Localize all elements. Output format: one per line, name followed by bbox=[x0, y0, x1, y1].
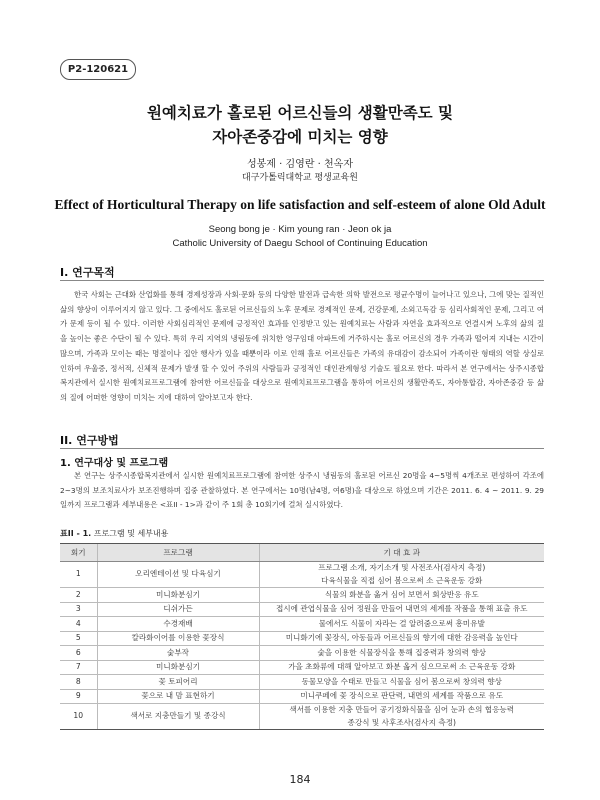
table-row bbox=[60, 588, 544, 603]
expected-effect: 숯을 이용한 식물장식을 통해 집중력과 창의력 향상 bbox=[259, 646, 544, 661]
effect-line: 다육식물을 직접 심어 봄으로써 소 근육운동 강화 bbox=[321, 575, 483, 585]
expected-effect: 접시에 관엽식물을 심어 정원을 만들어 내면의 세계를 작품을 통해 표출 유도 bbox=[259, 602, 544, 617]
session-number: 5 bbox=[60, 631, 97, 646]
header-expected-effect: 기 대 효 과 bbox=[259, 544, 544, 562]
expected-effect: 미니화기에 꽃장식, 아동들과 어르신들의 향기에 대한 감응력을 높인다 bbox=[259, 631, 544, 646]
authors-english: Seong bong je · Kim young ran · Jeon ok ja bbox=[208, 224, 392, 235]
table-row bbox=[60, 675, 544, 690]
program-name: 꽃으로 내 맘 표현하기 bbox=[97, 689, 259, 704]
session-number: 2 bbox=[60, 588, 97, 603]
authors-korean: 성봉제 · 김영란 · 천옥자 bbox=[246, 159, 353, 170]
table-header-row bbox=[60, 544, 544, 562]
title-korean-line-1: 원예치료가 홀로된 어르신들의 생활만족도 및 bbox=[146, 103, 454, 122]
table-caption-text: 프로그램 및 세부내용 bbox=[93, 529, 169, 538]
table-row bbox=[60, 689, 544, 704]
expected-effect: 미니쿠페에 꽃 장식으로 판단력, 내면의 세계를 작품으로 유도 bbox=[259, 689, 544, 704]
session-number: 8 bbox=[60, 675, 97, 690]
header-program: 프로그램 bbox=[97, 544, 259, 562]
table-row bbox=[60, 562, 544, 588]
session-number: 4 bbox=[60, 617, 97, 632]
expected-effect: 물에서도 식물이 자라는 걸 알려줌으로써 흥미유발 bbox=[259, 617, 544, 632]
title-korean-line-2: 자아존중감에 미치는 영향 bbox=[212, 127, 388, 146]
effect-line: 색서를 이용한 지충 만들어 공기정화식물을 심어 눈과 손의 협응능력 bbox=[289, 705, 515, 714]
program-name: 꽃 토피어리 bbox=[97, 675, 259, 690]
section-divider bbox=[60, 448, 544, 449]
expected-effect: 식물의 화분을 옮겨 심어 보면서 회상반응 유도 bbox=[259, 588, 544, 603]
session-number: 10 bbox=[60, 704, 97, 730]
table-row bbox=[60, 617, 544, 632]
section-heading-purpose: I. 연구목적 bbox=[60, 266, 115, 279]
table-row bbox=[60, 646, 544, 661]
program-name: 디쉬가든 bbox=[97, 602, 259, 617]
session-number: 7 bbox=[60, 660, 97, 675]
purpose-paragraph: 한국 사회는 근대화 산업화를 통해 경제성장과 사회·문화 등의 다양한 발전과 급속한 의학 발전으로 평균수명이 늘어나고 있으나, 그에 맞는 질적인 삶의 향상이 이루어지지 않고 있다. 그 중에서도 홀로된 어르신들의 노후 문제로 경제적인 문제, 건강문제, 소외고독감 등 심리사회적인 문제, 그리고 여가 문제 등이 될 수 있다. 이러한 사회심리적인 문제에 긍정적인 효과를 인정받고 있는 원예치료는 사람과 자연을 효과적으로 연결시켜 노후의 삶의 질을 높이는 좋은 수단이 될 수 있다. 특히 우리 지역의 냉림동에 위치한 영구임대 아파트에 거주하시는 홀로 어르신의 경우 가족과 떨어져 지내는 시간이 많으며, 가족과 모이는 때는 명절이나 집안 행사가 있을 때뿐이라 이로 인해 홀로 어르신들은 가족의 유대감이 감소되어 가족이란 형태의 역할 상실로 인하여 우울증, 정서적, 신체적 문제가 발생 할 수 있어 주위의 사람들과 긍정적인 대인관계형성 기술도 필요로 한다. 따라서 본 연구에서는 상주시종합복지관에서 실시한 원예치료프로그램에 참여한 어르신들을 대상으로 원예치료프로그램을 통하여 어르신의 생활만족도, 자아통합감, 자아존중감 등 삶의 질에 어떠한 영향이 미치는 지에 대하여 알아보고자 한다. bbox=[60, 290, 544, 402]
title-english: Effect of Horticultural Therapy on life satisfaction and self-esteem of alone Old Adult bbox=[54, 197, 546, 212]
effect-line: 종강식 및 사후조사(검사지 측정) bbox=[347, 717, 457, 727]
program-name: 칼라화이어를 이용한 꽃장식 bbox=[97, 631, 259, 646]
section-divider bbox=[60, 280, 544, 281]
expected-effect: 동물모양을 수태로 만들고 식물을 심어 봄으로써 창의력 향상 bbox=[259, 675, 544, 690]
session-number: 9 bbox=[60, 689, 97, 704]
table-caption bbox=[60, 528, 168, 539]
program-name: 숯부작 bbox=[97, 646, 259, 661]
expected-effect bbox=[259, 704, 544, 730]
section-heading-method: II. 연구방법 bbox=[60, 434, 119, 447]
effect-line: 프로그램 소개, 자기소개 및 사전조사(검사지 측정) bbox=[318, 563, 486, 572]
header-session: 회기 bbox=[60, 544, 97, 562]
subsection-heading: 1. 연구대상 및 프로그램 bbox=[60, 458, 169, 469]
program-name: 색서로 지충만들기 및 종강식 bbox=[97, 704, 259, 730]
table-caption-number: 표II - 1. bbox=[60, 529, 92, 538]
expected-effect bbox=[259, 562, 544, 588]
affiliation-english: Catholic University of Daegu School of Continuing Education bbox=[172, 238, 428, 249]
program-name: 미니화분심기 bbox=[97, 588, 259, 603]
expected-effect: 가을 초화류에 대해 알아보고 화분 옮겨 심으므로써 소 근육운동 강화 bbox=[259, 660, 544, 675]
program-name: 미니화분심기 bbox=[97, 660, 259, 675]
page-number: 184 bbox=[289, 773, 311, 786]
session-number: 6 bbox=[60, 646, 97, 661]
table-row bbox=[60, 602, 544, 617]
method-paragraph: 본 연구는 상주시종합복지관에서 실시한 원예치료프로그램에 참여한 상주시 냉림동의 홀로된 어르신 20명을 4~5명씩 4개조로 편성하여 각조에 2~3명의 보조치료사가 보조진행하며 집중 관찰하였다. 본 연구에서는 10명(남4명, 여6명)을 대상으로 하였으며 기간은 2011. 6. 4 ~ 2011. 9. 29일까지 프로그램과 세부내용은 <표II - 1>과 같이 주 1회 총 10회기에 걸쳐 실시하였다. bbox=[60, 471, 544, 510]
paper-id-badge: P2-120621 bbox=[60, 59, 136, 80]
program-table bbox=[60, 543, 544, 730]
table-row bbox=[60, 660, 544, 675]
session-number: 1 bbox=[60, 562, 97, 588]
program-name: 수경재배 bbox=[97, 617, 259, 632]
affiliation-korean: 대구가톨릭대학교 평생교육원 bbox=[242, 173, 358, 183]
table-row bbox=[60, 704, 544, 730]
program-name: 오리엔테이션 및 다육심기 bbox=[97, 562, 259, 588]
table-row bbox=[60, 631, 544, 646]
session-number: 3 bbox=[60, 602, 97, 617]
